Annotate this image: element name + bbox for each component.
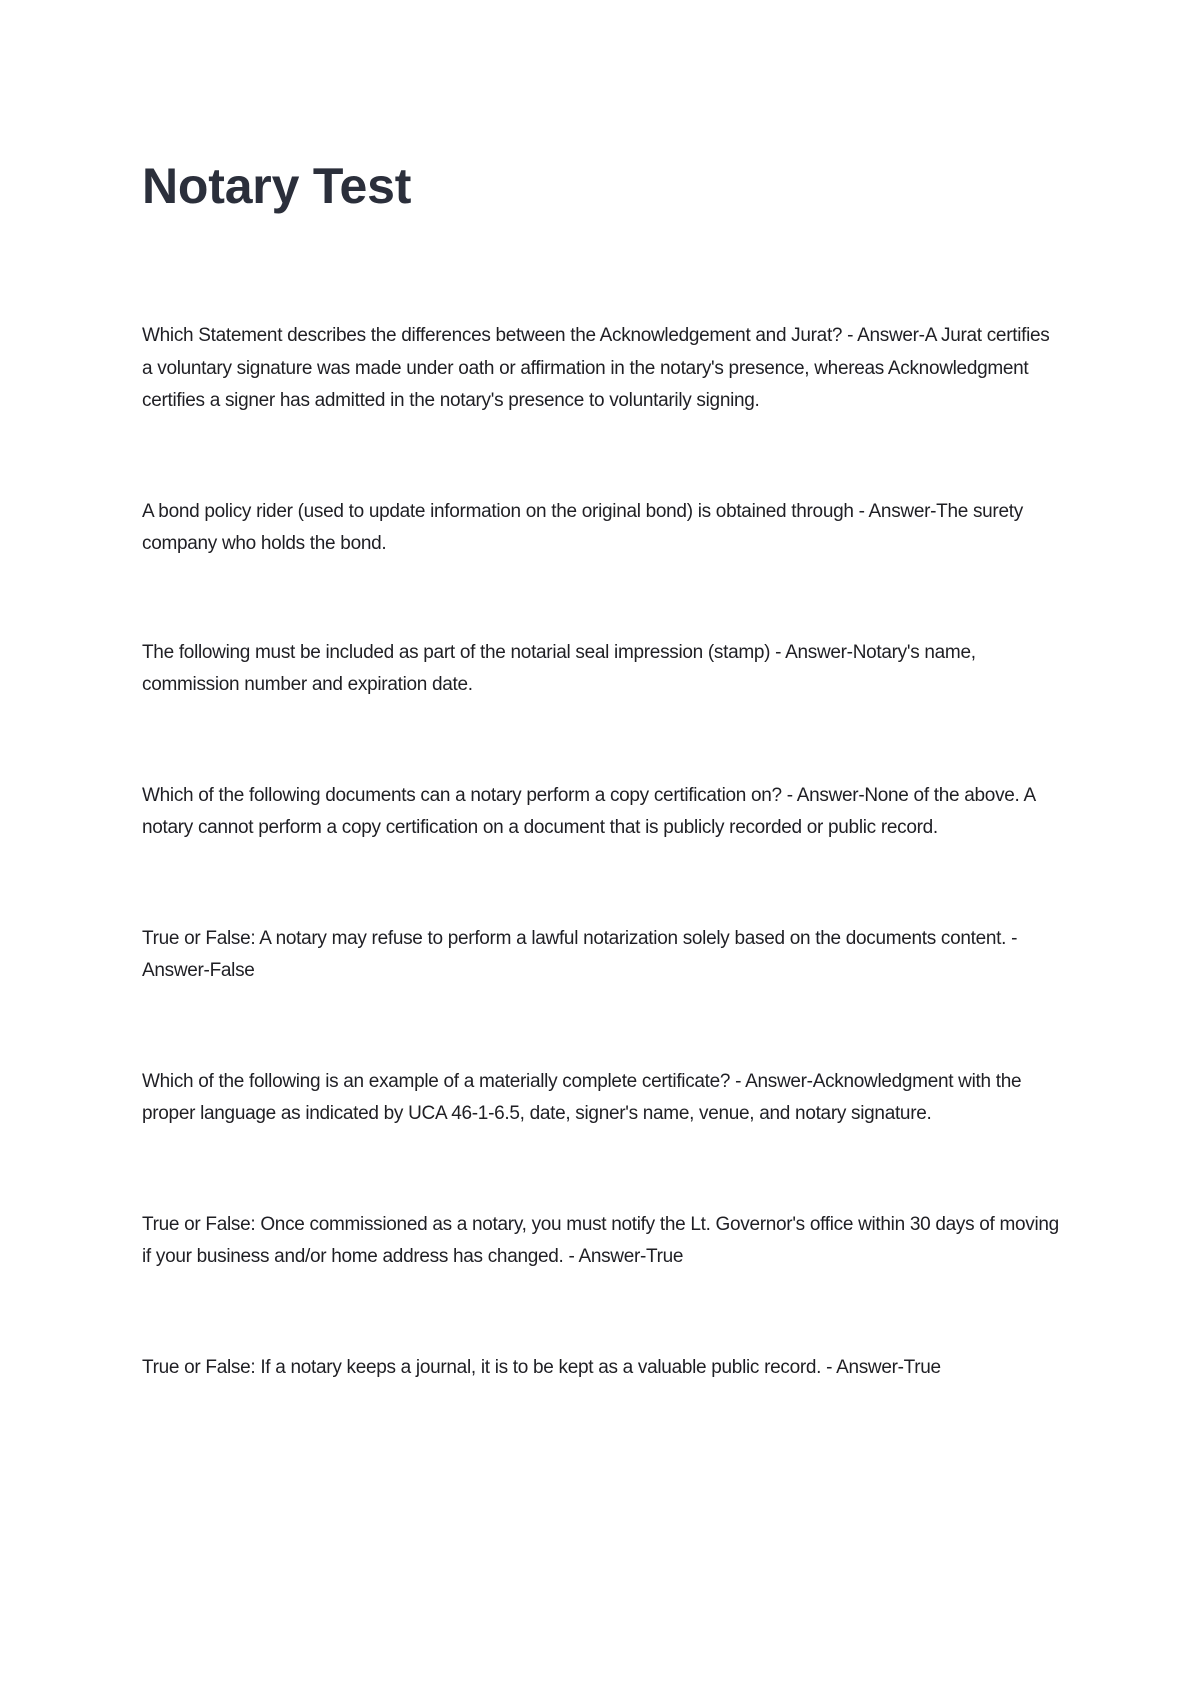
question-answer-item: Which of the following documents can a notary perform a copy certification on? - Answer-None of the above. A notary cannot perform a copy certification on a document that is publicly recorded or public record. — [142, 784, 1035, 838]
page-title: Notary Test — [142, 158, 412, 214]
question-answer-item: True or False: Once commissioned as a notary, you must notify the Lt. Governor's office within 30 days of moving if your business and/or home address has changed. - Answer-True — [142, 1213, 1059, 1267]
question-answer-item: Which of the following is an example of a materially complete certificate? - Answer-Acknowledgment with the proper language as indicated by UCA 46-1-6.5, date, signer's name, venue, and notary signature. — [142, 1070, 1022, 1124]
question-answer-item: Which Statement describes the differences between the Acknowledgement and Jurat? - Answer-A Jurat certifies a voluntary signature was made under oath or affirmation in the notary's presence, whereas Acknowledgment certifies a signer has admitted in the notary's presence to voluntarily signing. — [142, 325, 1050, 411]
question-answer-item: True or False: If a notary keeps a journal, it is to be kept as a valuable public record. - Answer-True — [142, 1356, 941, 1378]
question-answer-item: A bond policy rider (used to update information on the original bond) is obtained through - Answer-The surety company who holds the bond. — [142, 500, 1023, 554]
question-answer-list — [142, 320, 1062, 1462]
question-answer-item: True or False: A notary may refuse to perform a lawful notarization solely based on the documents content. - Answer-False — [142, 927, 1018, 981]
question-answer-item: The following must be included as part of the notarial seal impression (stamp) - Answer-Notary's name, commission number and expiration date. — [142, 641, 976, 695]
